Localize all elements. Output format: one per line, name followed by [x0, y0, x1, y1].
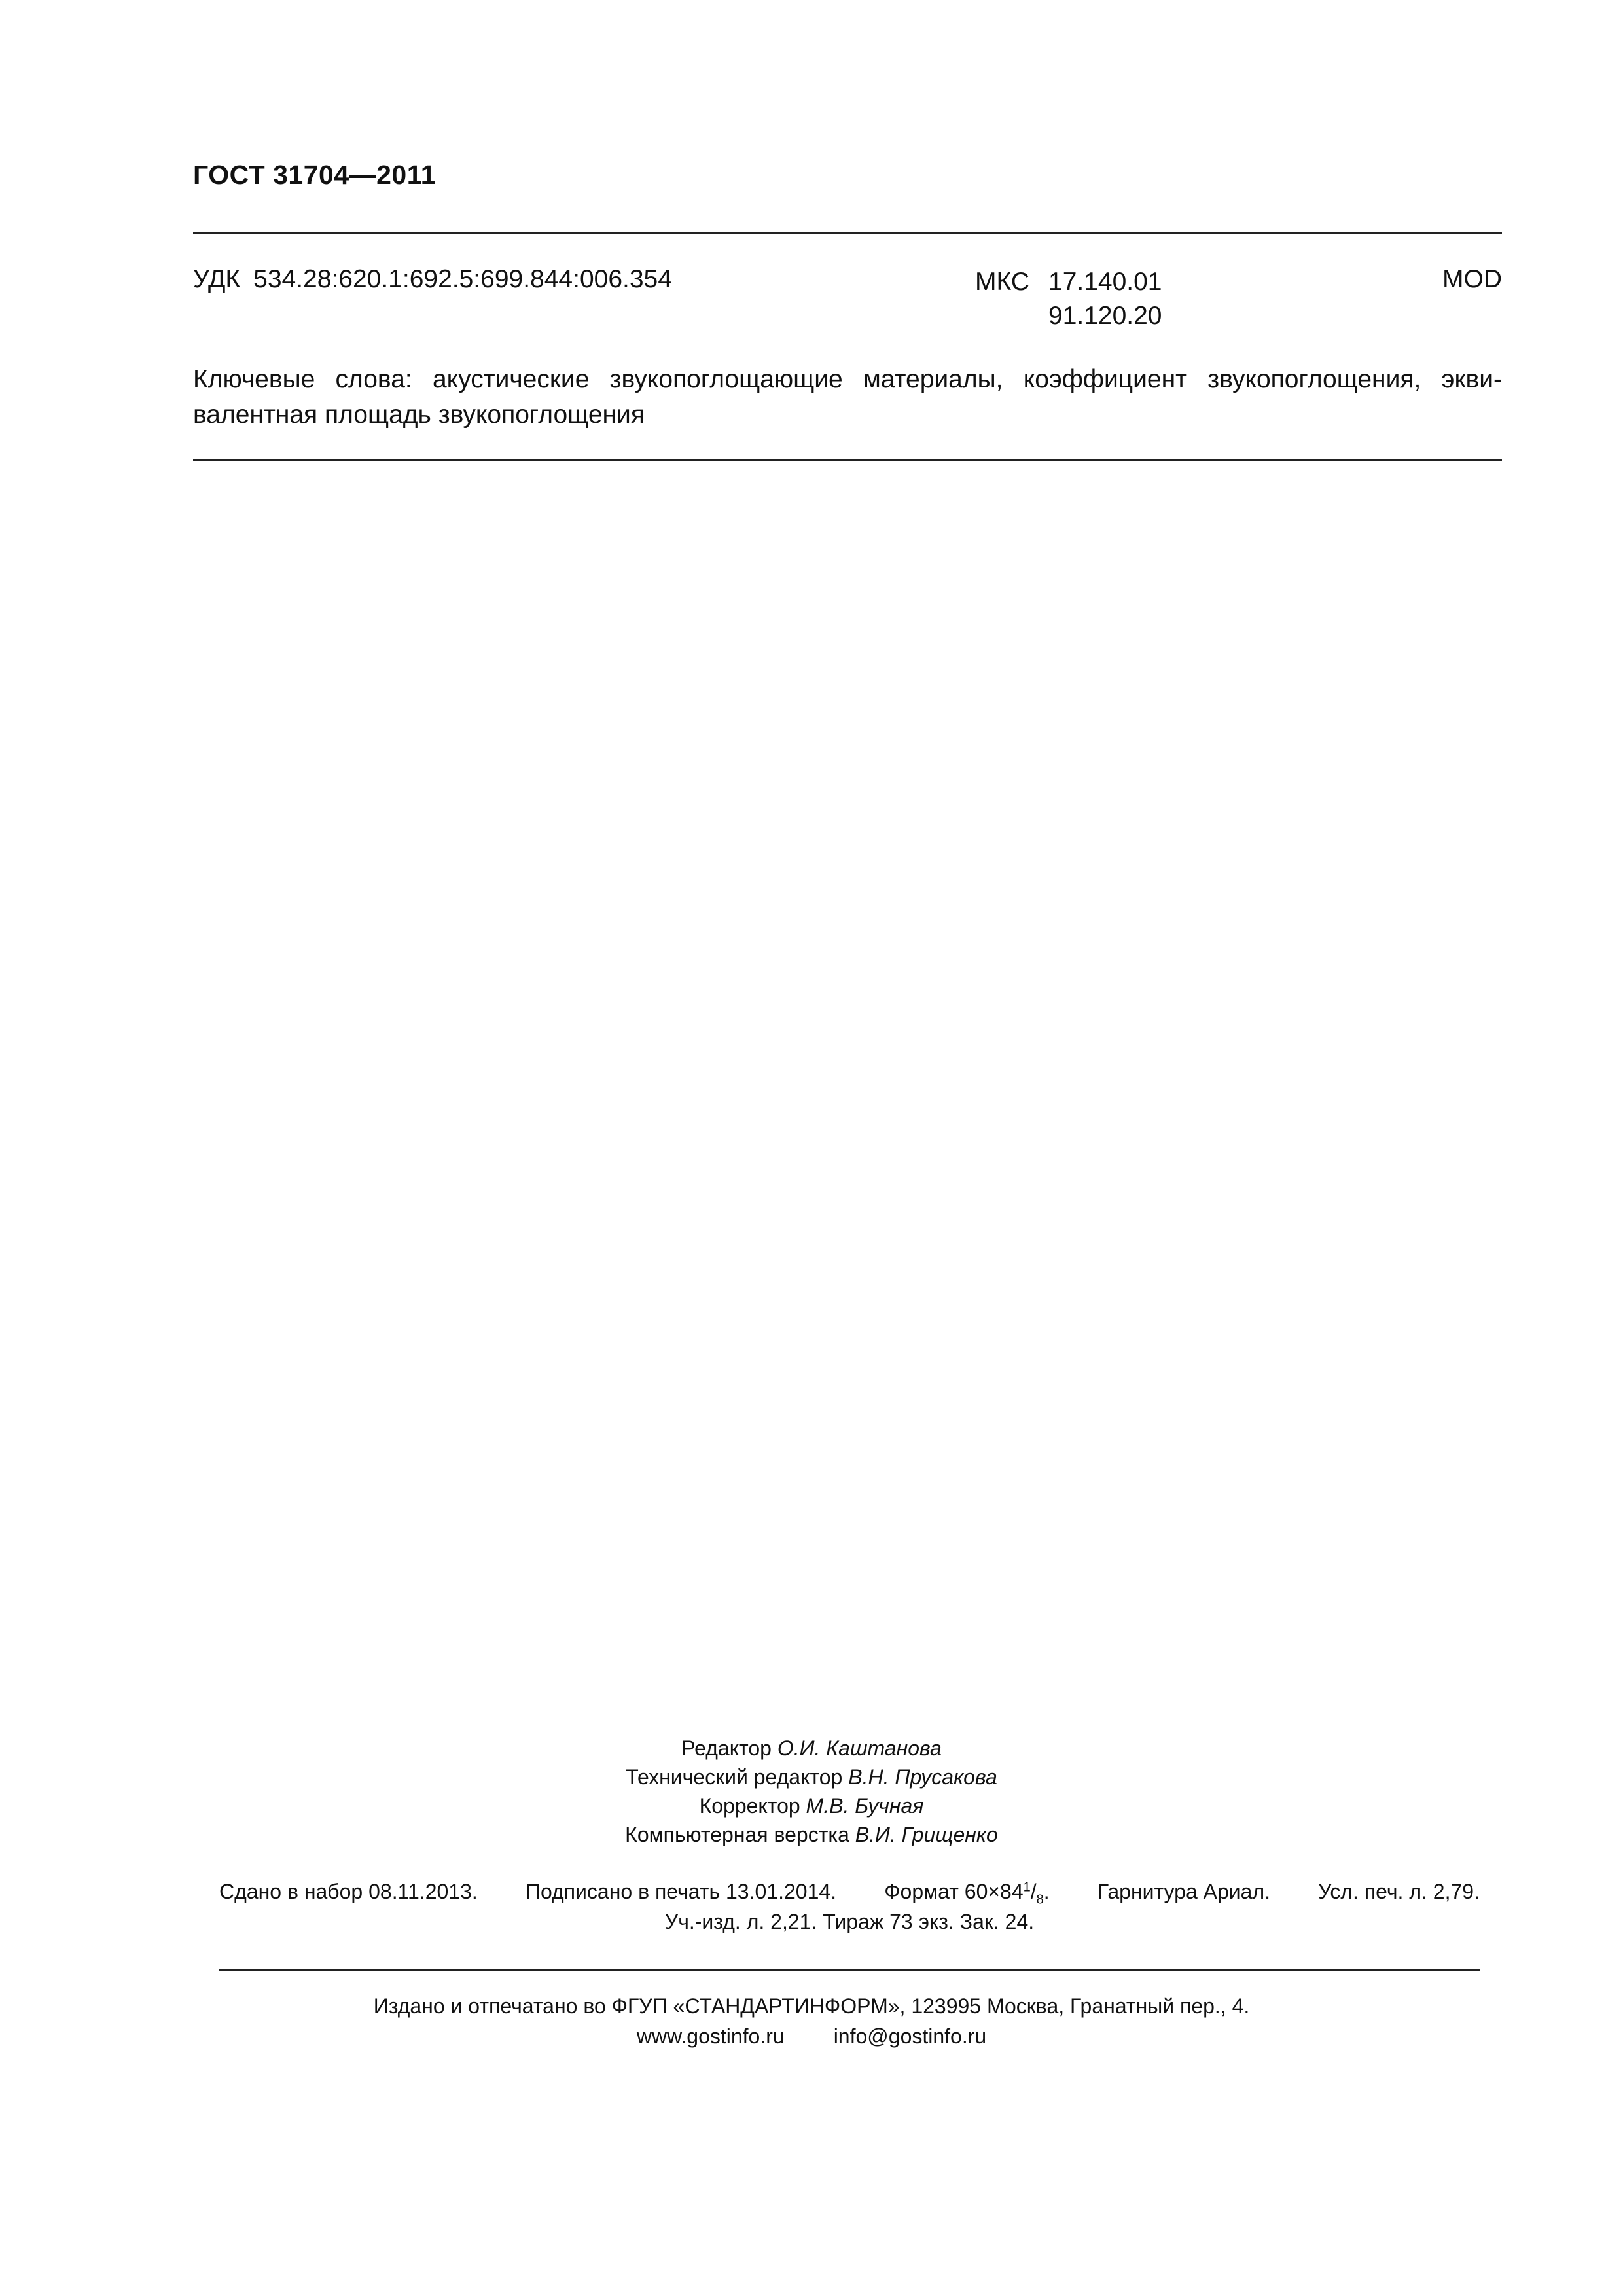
credit-name: В.И. Грищенко	[855, 1823, 998, 1846]
email-link[interactable]: info@gostinfo.ru	[833, 2024, 987, 2048]
modification-marker: MOD	[1442, 265, 1502, 293]
format-prefix: Формат 60×84	[884, 1880, 1024, 1903]
imprint-line-1	[219, 1876, 1480, 1907]
format-numerator: 1	[1023, 1880, 1031, 1895]
format-denominator: 8	[1036, 1892, 1044, 1907]
publisher-line: Издано и отпечатано во ФГУП «СТАНДАРТИНФОРМ», 123995 Москва, Гранатный пер., 4.	[373, 1994, 1250, 2018]
website-link[interactable]: www.gostinfo.ru	[636, 2024, 785, 2048]
imprint-divider	[219, 1969, 1480, 1971]
credit-technical-editor	[0, 1763, 1623, 1791]
submitted-date: Сдано в набор 08.11.2013.	[219, 1880, 478, 1903]
credit-role: Технический редактор	[626, 1765, 843, 1789]
credit-proofreader	[0, 1791, 1623, 1820]
credit-name: М.В. Бучная	[806, 1794, 924, 1818]
publisher-contacts	[0, 2021, 1623, 2051]
paper-format: Формат $60\times 84^1/_8$.	[884, 1880, 1050, 1907]
credit-role: Компьютерная верстка	[625, 1823, 849, 1846]
print-imprint	[219, 1876, 1480, 1937]
ics-code-2: 91.120.20	[1048, 302, 1162, 330]
editorial-credits	[0, 1734, 1623, 1849]
credit-name: В.Н. Прусакова	[848, 1765, 997, 1789]
udc-value: 534.28:620.1:692.5:699.844:006.354	[253, 265, 672, 293]
credit-role: Редактор	[681, 1736, 772, 1760]
credit-name: О.И. Каштанова	[777, 1736, 942, 1760]
ics-classification	[975, 265, 1162, 333]
typeface: Гарнитура Ариал.	[1097, 1880, 1271, 1903]
signed-date: Подписано в печать 13.01.2014.	[525, 1880, 837, 1903]
keywords-paragraph	[193, 362, 1502, 433]
udc-label: УДК	[193, 265, 241, 293]
keywords-line-1: Ключевые слова: акустические звукопоглощающие материалы, коэффициент звукопоглощения, экви-	[193, 365, 1502, 393]
imprint-line-2: Уч.-изд. л. 2,21. Тираж 73 экз. Зак. 24.	[664, 1910, 1035, 1933]
udc-classification	[193, 265, 672, 294]
ics-label: МКС	[975, 268, 1029, 296]
ics-code-1: 17.140.01	[1048, 268, 1162, 296]
keywords-divider	[193, 459, 1502, 461]
credit-role: Корректор	[699, 1794, 800, 1818]
credit-layout	[0, 1820, 1623, 1849]
format-suffix: .	[1043, 1880, 1050, 1903]
document-code: ГОСТ 31704—2011	[193, 160, 437, 190]
print-sheets: Усл. печ. л. 2,79.	[1318, 1880, 1480, 1903]
top-divider	[193, 232, 1502, 234]
keywords-line-2: валентная площадь звукопоглощения	[193, 401, 645, 429]
publisher-info	[0, 1991, 1623, 2051]
credit-editor	[0, 1734, 1623, 1763]
